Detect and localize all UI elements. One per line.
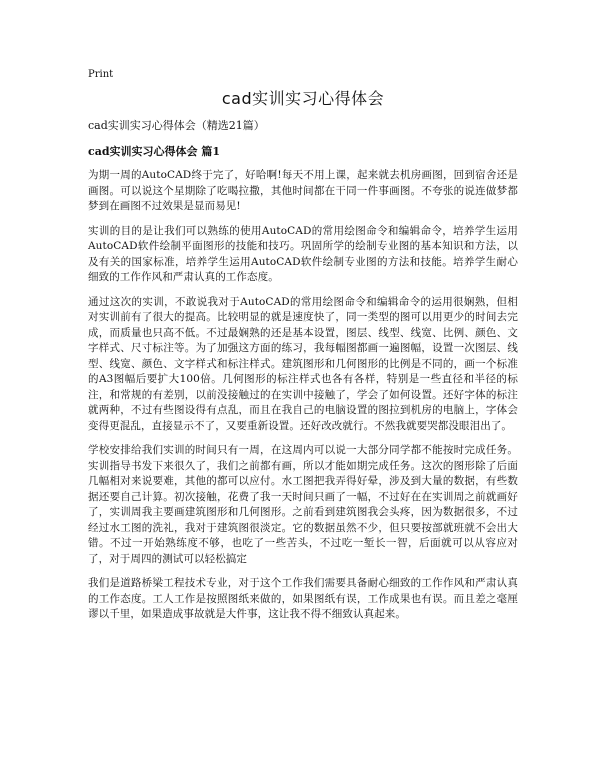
paragraph: 学校安排给我们实训的时间只有一周，在这周内可以说一大部分同学都不能按时完成任务。实训指导书发下来很久了，我们之前都有画，所以才能如期完成任务。这次的图形除了后面几幅相对来说要难，其他的都可以应付。水工图把我弄得好晕，涉及到大量的数据，有些数据还要自己计算。初次接触，花费了我一天时间只画了一幅，不过好在在实训周之前就画好了，实训周我主要画建筑图形和几何图形。之前看到建筑图我会头疼，因为数据很多，不过经过水工图的洗礼，我对于建筑图很淡定。它的数据虽然不少，但只要按部就班就不会出大错。不过一开始熟练度不够，也吃了一些苦头，不过吃一堑长一智，后面就可以从容应对了，对于周四的测试可以轻松搞定: [88, 444, 518, 565]
section-heading: cad实训实习心得体会 篇1: [88, 145, 220, 158]
document-title: cad实训实习心得体会: [221, 89, 385, 108]
paragraph: 实训的目的是让我们可以熟练的使用AutoCAD的常用绘图命令和编辑命令，培养学生运用AutoCAD软件绘制平面图形的技能和技巧。巩固所学的绘制专业图的基本知识和方法，以及有关的国家标准，培养学生运用AutoCAD软件绘制专业图的方法和技能。培养学生耐心细致的工作作风和严肃认真的工作态度。: [88, 224, 518, 283]
paragraph: 为期一周的AutoCAD终于完了，好哈啊!每天不用上课，起来就去机房画图，回到宿舍还是画图。可以说这个星期除了吃喝拉撒，其他时间都在干同一件事画图。不夸张的说连做梦都梦到在画图不过效果是显而易见!: [88, 169, 518, 212]
print-label: Print: [88, 69, 114, 80]
paragraph: 通过这次的实训，不敢说我对于AutoCAD的常用绘图命令和编辑命令的运用很娴熟，但相对实训前有了很大的提高。比较明显的就是速度快了，同一类型的图可以用更少的时间去完成，而质量也只高不低。不过最娴熟的还是基本设置，图层、线型、线宽、比例、颜色、文字样式、尺寸标注等。为了加强这方面的练习，我每幅图都画一遍图幅，设置一次图层、线型、线宽、颜色、文字样式和标注样式。建筑图形和几何图形的比例是不同的，画一个标准的A3图幅后要扩大100倍。几何图形的标注样式也各有各样，特别是一些直径和半径的标注，和常规的有差别，以前没接触过的在实训中接触了，学会了如何设置。还好字体的标注就两种，不过有些图设得有点乱，而且在我自己的电脑设置的图拉到机房的电脑上，字体会变得更混乱，直接显示不了，又要重新设置。还好改改就行。不然我就要哭都没眼泪出了。: [88, 295, 518, 432]
document-page: [88, 68, 518, 632]
document-subtitle: cad实训实习心得体会（精选21篇）: [88, 119, 265, 132]
paragraph: 我们是道路桥梁工程技术专业，对于这个工作我们需要具备耐心细致的工作作风和严肃认真的工作态度。工人工作是按照图纸来做的，如果图纸有误，工作成果也有误。而且差之毫厘谬以千里，如果造成事故就是大件事，这让我不得不细致认真起来。: [88, 577, 518, 620]
